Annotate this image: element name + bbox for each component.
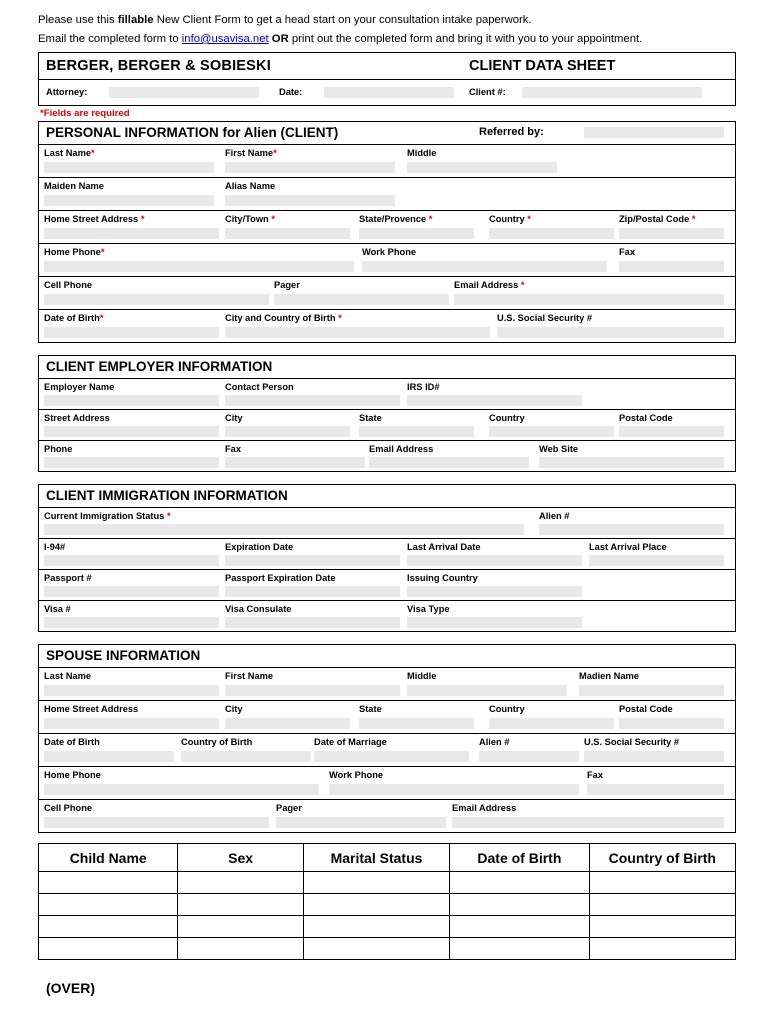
alien-number-field[interactable]	[539, 524, 724, 535]
visa-consulate-label: Visa Consulate	[225, 604, 292, 614]
personal-information-box	[38, 121, 736, 343]
intro-line1-pre: Please use this	[38, 14, 118, 26]
cell-phone-field[interactable]	[44, 294, 269, 305]
column-child-name: Child Name	[39, 844, 178, 872]
employer-city-field[interactable]	[225, 426, 350, 437]
visa-number-label: Visa #	[44, 604, 71, 614]
spouse-ssn-field[interactable]	[584, 751, 724, 762]
table-row	[39, 938, 736, 960]
personal-address-row	[39, 210, 735, 243]
date-label: Date:	[279, 87, 303, 97]
current-status-label: Current Immigration Status *	[44, 511, 171, 521]
personal-names-row	[39, 144, 735, 177]
personal-phones-row	[39, 243, 735, 276]
last-name-label: Last Name*	[44, 148, 95, 158]
intro-line2-mid: OR	[268, 33, 289, 45]
spouse-country-label: Country	[489, 704, 525, 714]
spouse-fax-label: Fax	[587, 770, 604, 780]
child-country-cell[interactable]	[589, 894, 735, 916]
spouse-pager-field[interactable]	[276, 817, 446, 828]
spouse-phones-row	[39, 766, 735, 799]
employer-country-field[interactable]	[489, 426, 614, 437]
home-street-address-label: Home Street Address *	[44, 214, 145, 224]
spouse-home-phone-field[interactable]	[44, 784, 319, 795]
intro-line-1	[38, 12, 736, 28]
spouse-country-field[interactable]	[489, 718, 614, 729]
sheet-title: CLIENT DATA SHEET	[469, 58, 616, 74]
personal-contact-row	[39, 276, 735, 309]
children-header-row	[39, 844, 736, 872]
ssn-label: U.S. Social Security #	[497, 313, 593, 323]
employer-name-label: Employer Name	[44, 382, 115, 392]
employer-title-row	[39, 356, 735, 378]
expiration-date-field[interactable]	[225, 555, 400, 566]
pager-label: Pager	[274, 280, 300, 290]
column-sex: Sex	[178, 844, 303, 872]
intro-line2-post: print out the completed form and bring it with you to your appointment.	[288, 33, 643, 45]
country-field[interactable]	[489, 228, 614, 239]
current-status-field[interactable]	[44, 524, 524, 535]
personal-section-title: PERSONAL INFORMATION for Alien (CLIENT)	[46, 125, 339, 140]
employer-section-title: CLIENT EMPLOYER INFORMATION	[46, 359, 273, 374]
child-dob-cell[interactable]	[450, 872, 589, 894]
email-link[interactable]: info@usavisa.net	[181, 33, 269, 45]
passport-number-label: Passport #	[44, 573, 92, 583]
spouse-middle-label: Middle	[407, 671, 437, 681]
spouse-maiden-field[interactable]	[579, 685, 724, 696]
state-provence-label: State/Provence *	[359, 214, 433, 224]
immigration-passport-row	[39, 569, 735, 600]
spouse-city-label: City	[225, 704, 243, 714]
children-table	[38, 843, 736, 960]
country-label: Country *	[489, 214, 531, 224]
child-dob-cell[interactable]	[450, 938, 589, 960]
spouse-postal-field[interactable]	[619, 718, 724, 729]
immigration-visa-row	[39, 600, 735, 631]
employer-email-label: Email Address	[369, 444, 434, 454]
spouse-maiden-label: Madien Name	[579, 671, 639, 681]
passport-expiration-field[interactable]	[225, 586, 400, 597]
zip-postal-code-label: Zip/Postal Code *	[619, 214, 696, 224]
last-arrival-date-field[interactable]	[407, 555, 582, 566]
child-marital-status-cell[interactable]	[303, 916, 449, 938]
table-row	[39, 916, 736, 938]
column-date-of-birth: Date of Birth	[450, 844, 589, 872]
child-marital-status-cell[interactable]	[303, 894, 449, 916]
immigration-i94-row	[39, 538, 735, 569]
child-country-cell[interactable]	[589, 872, 735, 894]
personal-maiden-row	[39, 177, 735, 210]
spouse-information-box	[38, 644, 736, 833]
spouse-last-name-field[interactable]	[44, 685, 219, 696]
attorney-field[interactable]	[109, 87, 259, 98]
city-town-label: City/Town *	[225, 214, 275, 224]
employer-website-field[interactable]	[539, 457, 724, 468]
work-phone-label: Work Phone	[362, 247, 417, 257]
attorney-label: Attorney:	[46, 87, 88, 97]
table-row	[39, 872, 736, 894]
city-country-of-birth-label: City and Country of Birth *	[225, 313, 342, 323]
child-dob-cell[interactable]	[450, 916, 589, 938]
spouse-dob-label: Date of Birth	[44, 737, 100, 747]
spouse-postal-label: Postal Code	[619, 704, 673, 714]
visa-type-label: Visa Type	[407, 604, 450, 614]
employer-state-field[interactable]	[359, 426, 474, 437]
employer-name-field[interactable]	[44, 395, 219, 406]
header-box	[38, 52, 736, 106]
spouse-last-name-label: Last Name	[44, 671, 92, 681]
child-marital-status-cell[interactable]	[303, 938, 449, 960]
first-name-label: First Name*	[225, 148, 277, 158]
spouse-email-label: Email Address	[452, 803, 517, 813]
date-of-birth-field[interactable]	[44, 327, 219, 338]
table-row	[39, 894, 736, 916]
spouse-pager-label: Pager	[276, 803, 302, 813]
spouse-birth-row	[39, 733, 735, 766]
child-marital-status-cell[interactable]	[303, 872, 449, 894]
spouse-dob-field[interactable]	[44, 751, 174, 762]
firm-name: BERGER, BERGER & SOBIESKI	[46, 58, 271, 74]
fax-label: Fax	[619, 247, 636, 257]
pager-field[interactable]	[274, 294, 449, 305]
employer-fax-field[interactable]	[225, 457, 365, 468]
spouse-work-phone-field[interactable]	[329, 784, 579, 795]
maiden-name-label: Maiden Name	[44, 181, 104, 191]
employer-country-label: Country	[489, 413, 525, 423]
work-phone-field[interactable]	[362, 261, 607, 272]
spouse-work-phone-label: Work Phone	[329, 770, 384, 780]
irs-id-label: IRS ID#	[407, 382, 440, 392]
employer-name-row	[39, 378, 735, 409]
employer-information-box	[38, 355, 736, 472]
employer-phone-label: Phone	[44, 444, 73, 454]
spouse-city-field[interactable]	[225, 718, 350, 729]
immigration-information-box	[38, 484, 736, 632]
employer-fax-label: Fax	[225, 444, 242, 454]
referred-by-field[interactable]	[584, 127, 724, 138]
spouse-cell-phone-field[interactable]	[44, 817, 269, 828]
maiden-name-field[interactable]	[44, 195, 214, 206]
header-title-row	[39, 53, 735, 79]
employer-website-label: Web Site	[539, 444, 579, 454]
spouse-state-field[interactable]	[359, 718, 474, 729]
employer-address-row	[39, 409, 735, 440]
personal-birth-row	[39, 309, 735, 342]
employer-postal-label: Postal Code	[619, 413, 673, 423]
spouse-first-name-field[interactable]	[225, 685, 400, 696]
spouse-street-field[interactable]	[44, 718, 219, 729]
child-sex-cell[interactable]	[178, 916, 303, 938]
immigration-status-row	[39, 507, 735, 538]
last-arrival-date-label: Last Arrival Date	[407, 542, 481, 552]
contact-person-field[interactable]	[225, 395, 400, 406]
email-address-field[interactable]	[454, 294, 724, 305]
spouse-middle-field[interactable]	[407, 685, 567, 696]
middle-name-label: Middle	[407, 148, 437, 158]
contact-person-label: Contact Person	[225, 382, 294, 392]
employer-postal-field[interactable]	[619, 426, 724, 437]
last-arrival-place-field[interactable]	[589, 555, 724, 566]
intro-line1-post: New Client Form to get a head start on your consultation intake paperwork.	[153, 14, 532, 26]
child-sex-cell[interactable]	[178, 894, 303, 916]
spouse-section-title: SPOUSE INFORMATION	[46, 648, 201, 663]
date-of-birth-label: Date of Birth*	[44, 313, 104, 323]
last-arrival-place-label: Last Arrival Place	[589, 542, 667, 552]
fax-field[interactable]	[619, 261, 724, 272]
i94-label: I-94#	[44, 542, 66, 552]
personal-title-row	[39, 122, 735, 144]
passport-expiration-label: Passport Expiration Date	[225, 573, 336, 583]
employer-email-field[interactable]	[369, 457, 529, 468]
cell-phone-label: Cell Phone	[44, 280, 93, 290]
spouse-alien-number-field[interactable]	[479, 751, 579, 762]
intro-line1-bold: fillable	[117, 14, 154, 26]
zip-postal-code-field[interactable]	[619, 228, 724, 239]
i94-field[interactable]	[44, 555, 219, 566]
state-provence-field[interactable]	[359, 228, 474, 239]
spouse-country-of-birth-label: Country of Birth	[181, 737, 253, 747]
column-marital-status: Marital Status	[303, 844, 449, 872]
city-country-of-birth-field[interactable]	[225, 327, 490, 338]
employer-street-field[interactable]	[44, 426, 219, 437]
visa-number-field[interactable]	[44, 617, 219, 628]
client-number-field[interactable]	[522, 87, 702, 98]
middle-name-field[interactable]	[407, 162, 557, 173]
home-phone-label: Home Phone*	[44, 247, 105, 257]
child-name-cell[interactable]	[39, 938, 178, 960]
employer-street-label: Street Address	[44, 413, 110, 423]
last-name-field[interactable]	[44, 162, 214, 173]
employer-phone-field[interactable]	[44, 457, 219, 468]
child-sex-cell[interactable]	[178, 938, 303, 960]
client-number-label: Client #:	[469, 87, 506, 97]
alias-name-label: Alias Name	[225, 181, 276, 191]
employer-state-label: State	[359, 413, 382, 423]
over-footer: (OVER)	[46, 980, 95, 996]
spouse-state-label: State	[359, 704, 382, 714]
spouse-first-name-label: First Name	[225, 671, 274, 681]
passport-number-field[interactable]	[44, 586, 219, 597]
city-town-field[interactable]	[225, 228, 350, 239]
spouse-home-phone-label: Home Phone	[44, 770, 101, 780]
alias-name-field[interactable]	[225, 195, 395, 206]
immigration-section-title: CLIENT IMMIGRATION INFORMATION	[46, 488, 288, 503]
issuing-country-label: Issuing Country	[407, 573, 478, 583]
spouse-cell-phone-label: Cell Phone	[44, 803, 93, 813]
employer-contact-row	[39, 440, 735, 471]
date-of-marriage-label: Date of Marriage	[314, 737, 387, 747]
child-name-cell[interactable]	[39, 872, 178, 894]
spouse-street-label: Home Street Address	[44, 704, 139, 714]
child-name-cell[interactable]	[39, 916, 178, 938]
irs-id-field[interactable]	[407, 395, 582, 406]
spouse-title-row	[39, 645, 735, 667]
spouse-fax-field[interactable]	[587, 784, 724, 795]
child-country-cell[interactable]	[589, 938, 735, 960]
home-street-address-field[interactable]	[44, 228, 219, 239]
expiration-date-label: Expiration Date	[225, 542, 294, 552]
spouse-email-field[interactable]	[452, 817, 724, 828]
ssn-field[interactable]	[497, 327, 724, 338]
intro-line-2	[38, 31, 736, 47]
spouse-country-of-birth-field[interactable]	[181, 751, 311, 762]
issuing-country-field[interactable]	[407, 586, 582, 597]
spouse-alien-number-label: Alien #	[479, 737, 510, 747]
immigration-title-row	[39, 485, 735, 507]
required-note: *Fields are required	[40, 108, 130, 119]
spouse-address-row	[39, 700, 735, 733]
first-name-field[interactable]	[225, 162, 395, 173]
email-address-label: Email Address *	[454, 280, 525, 290]
spouse-names-row	[39, 667, 735, 700]
child-country-cell[interactable]	[589, 916, 735, 938]
intro-line2-pre: Email the completed form to	[38, 33, 182, 45]
child-name-cell[interactable]	[39, 894, 178, 916]
header-fields-row	[39, 79, 735, 105]
alien-number-label: Alien #	[539, 511, 570, 521]
referred-by-label: Referred by:	[479, 126, 544, 138]
child-dob-cell[interactable]	[450, 894, 589, 916]
date-of-marriage-field[interactable]	[314, 751, 469, 762]
visa-consulate-field[interactable]	[225, 617, 400, 628]
home-phone-field[interactable]	[44, 261, 354, 272]
spouse-ssn-label: U.S. Social Security #	[584, 737, 680, 747]
spouse-contact-row	[39, 799, 735, 832]
visa-type-field[interactable]	[407, 617, 582, 628]
child-sex-cell[interactable]	[178, 872, 303, 894]
employer-city-label: City	[225, 413, 243, 423]
column-country-of-birth: Country of Birth	[589, 844, 735, 872]
date-field[interactable]	[324, 87, 454, 98]
